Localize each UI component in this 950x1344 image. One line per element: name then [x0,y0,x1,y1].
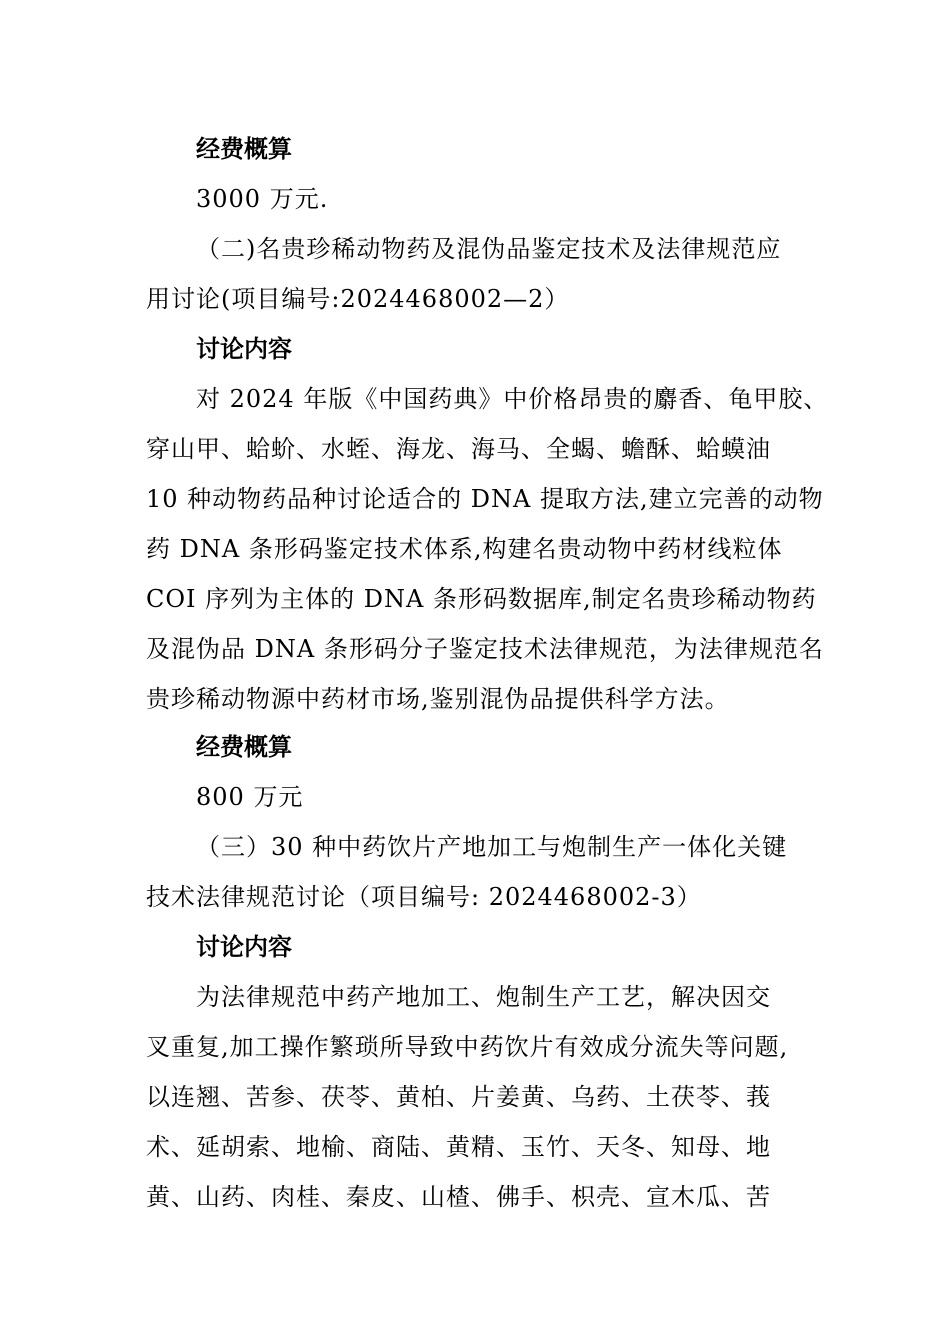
body-line: 贵珍稀动物源中药材市场,鉴别混伪品提供科学方法。 [146,685,730,713]
body-line: 穿山甲、蛤蚧、水蛭、海龙、海马、全蝎、蟾酥、蛤蟆油 [146,435,771,463]
section-heading-content: 讨论内容 [196,335,292,363]
budget-amount: 3000 万元. [196,185,329,213]
body-line: 术、延胡索、地榆、商陆、黄精、玉竹、天冬、知母、地 [146,1133,771,1161]
budget-amount: 800 万元 [196,783,304,811]
body-line: 药 DNA 条形码鉴定技术体系,构建名贵动物中药材线粒体 [146,535,783,563]
project-title-continued: 用讨论(项目编号:2024468002—2） [146,285,570,313]
section-heading-budget: 经费概算 [196,733,292,761]
body-line: 叉重复,加工操作繁琐所导致中药饮片有效成分流失等问题, [146,1033,789,1061]
project-title: （二)名贵珍稀动物药及混伪品鉴定技术及法律规范应 [196,235,782,263]
section-heading-budget: 经费概算 [196,135,292,163]
body-line: 为法律规范中药产地加工、炮制生产工艺，解决因交 [196,983,771,1011]
project-title: （三）30 种中药饮片产地加工与炮制生产一体化关键 [196,833,788,861]
body-line: 对 2024 年版《中国药典》中价格昂贵的麝香、龟甲胶、 [196,385,829,413]
body-line: 黄、山药、肉桂、秦皮、山楂、佛手、枳壳、宣木瓜、苦 [146,1183,771,1211]
body-line: 以连翘、苦参、茯苓、黄柏、片姜黄、乌药、土茯苓、莪 [146,1083,771,1111]
project-title-continued: 技术法律规范讨论（项目编号: 2024468002-3） [146,883,702,911]
body-line: 10 种动物药品种讨论适合的 DNA 提取方法,建立完善的动物 [146,485,824,513]
body-line: COI 序列为主体的 DNA 条形码数据库,制定名贵珍稀动物药 [146,585,817,613]
body-line: 及混伪品 DNA 条形码分子鉴定技术法律规范，为法律规范名 [146,635,824,663]
section-heading-content: 讨论内容 [196,933,292,961]
